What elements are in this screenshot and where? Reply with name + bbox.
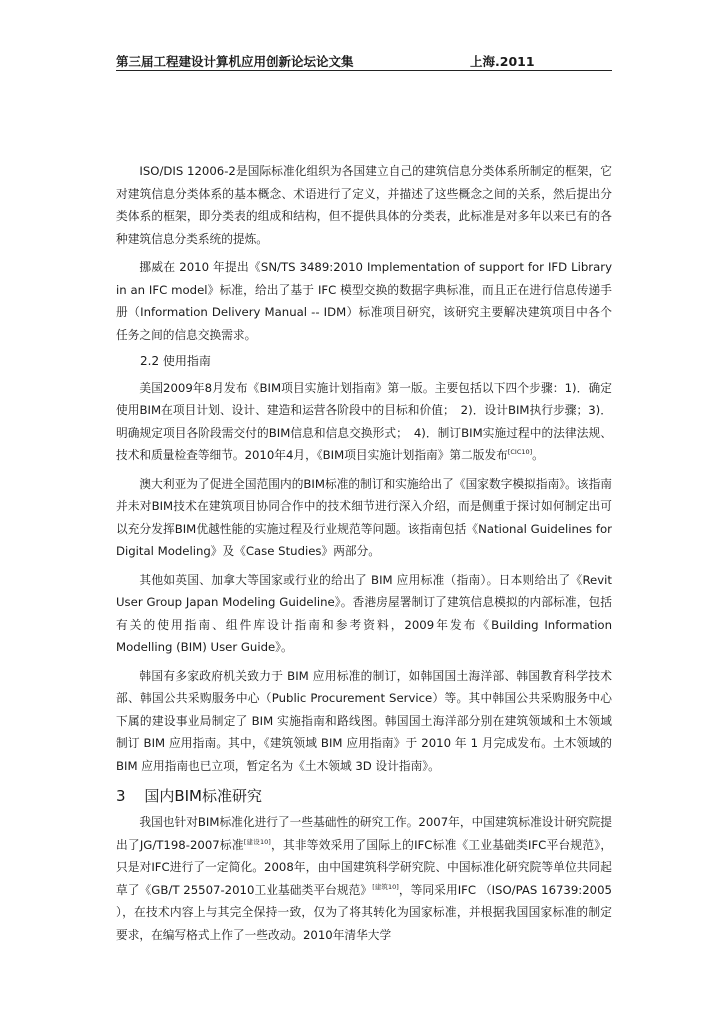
paragraph-china-research	[116, 811, 612, 946]
subsection-number: 2.2	[140, 354, 160, 368]
paragraph-other-countries: 其他如英国、加拿大等国家或行业的给出了 BIM 应用标准（指南）。日本则给出了《Revit User Group Japan Modeling Guideline》。香港房屋署制订了建筑信息模拟的内部标准，包括有关的使用指南、组件库设计指南和参考资料，2009年发布《Building Information Modelling (BIM) User Guide》。	[116, 572, 612, 654]
subsection-heading	[116, 350, 612, 373]
china-text-1: 我国也针对BIM标准化进行了一些基础性的研究工作。2007年，中国建筑标准设计研究院提出了JG/T198-2007标准	[116, 815, 612, 852]
paragraph-usa-text: 美国2009年8月发布《BIM项目实施计划指南》第一版。主要包括以下四个步骤：1)．确定使用BIM在项目计划、设计、建造和运营各阶段中的目标和价值； 2)．设计BIM执行步骤；3)．明确规定项目各阶段需交付的BIM信息和信息交换形式； 4)．制订BIM实施过程中的法律法规、技术和质量检查等细节。2010年4月，《BIM项目实施计划指南》第二版发布	[116, 380, 612, 462]
paragraph-usa-guide	[116, 377, 612, 467]
page-body	[116, 160, 612, 946]
running-header	[116, 52, 612, 71]
china-text-2: ，其非等效采用了国际上的IFC标准《工业基础类IFC平台规范》，只是对IFC进行了一定简化。2008年，由中国建筑科学研究院、中国标准化研究院等单位共同起草了《GB/T 25507-2010工业基础类平台规范》	[116, 837, 613, 897]
section-heading	[116, 783, 612, 809]
paragraph-iso-12006: ISO/DIS 12006-2是国际标准化组织为各国建立自己的建筑信息分类体系所制定的框架，它对建筑信息分类体系的基本概念、术语进行了定义，并描述了这些概念之间的关系，然后提出分类体系的框架，即分类表的组成和结构，但不提供具体的分类表，此标准是对多年以来已有的各种建筑信息分类系统的提炼。	[116, 164, 612, 246]
header-proceedings-title: 第三届工程建设计算机应用创新论坛论文集	[116, 54, 354, 69]
paragraph-korea: 韩国有多家政府机关致力于 BIM 应用标准的制订，如韩国国土海洋部、韩国教育科学技术部、韩国公共采购服务中心（Public Procurement Service）等。其中韩国公共采购服务中心下属的建设事业局制定了 BIM 实施指南和路线图。韩国国土海洋部分别在建筑领域和土木领域制订 BIM 应用指南。其中，《建筑领域 BIM 应用指南》于 2010 年 1 月完成发布。土木领域的 BIM 应用指南也已立项，暂定名为《土木领域 3D 设计指南》。	[116, 668, 612, 773]
paragraph-norway-standard: 挪威在 2010 年提出《SN/TS 3489:2010 Implementation of support for IFD Library in an IFC model》标准，给出了基于 IFC 模型交换的数据字典标准，而且正在进行信息传递手册（Information Delivery Manual -- IDM）标准项目研究，该研究主要解决建筑项目中各个任务之间的信息交换需求。	[116, 260, 612, 342]
citation-jianshe10: [建设10]	[243, 837, 271, 846]
subsection-title: 使用指南	[162, 354, 211, 368]
paragraph-australia: 澳大利亚为了促进全国范围内的BIM标准的制订和实施给出了《国家数字模拟指南》。该指南并未对BIM技术在建筑项目协同合作中的技术细节进行深入介绍，而是侧重于探讨如何制定出可以充分发挥BIM优越性能的实施过程及行业规范等问题。该指南包括《National Guidelines for Digital Modeling》及《Case Studies》两部分。	[116, 476, 612, 558]
paragraph-usa-tail: 。	[532, 448, 544, 462]
section-title: 国内BIM标准研究	[144, 787, 262, 805]
header-location-year: 上海.2011	[470, 54, 535, 69]
citation-cic10: [CIC10]	[507, 448, 533, 456]
section-number: 3	[116, 787, 126, 805]
china-text-3: ，等同采用IFC （ISO/PAS 16739:2005 ），在技术内容上与其完全保持一致，仅为了将其转化为国家标准，并根据我国国家标准的制定要求，在编写格式上作了一些改动。2010年清华大学	[116, 882, 612, 942]
citation-jianzhu10: [建筑10]	[372, 882, 399, 891]
